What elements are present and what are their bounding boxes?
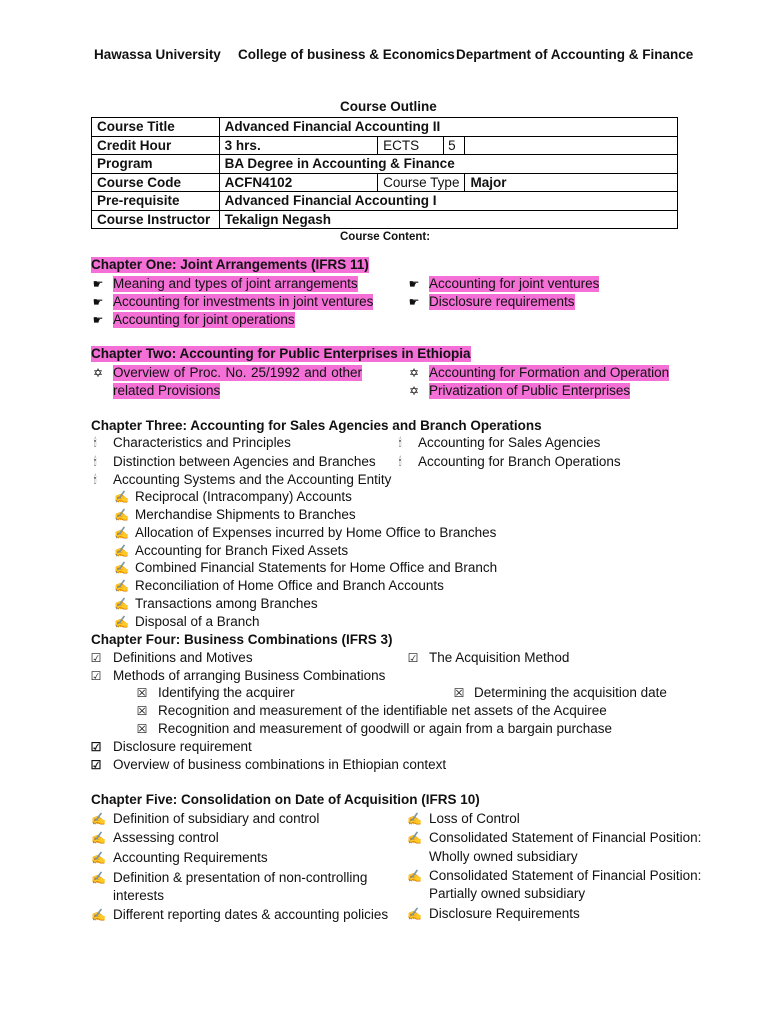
writing-hand-icon: ✍ bbox=[91, 831, 106, 845]
instructor-label: Course Instructor bbox=[92, 210, 220, 229]
writing-hand-icon: ✍ bbox=[407, 907, 422, 921]
ch3-item: Accounting for Branch Operations bbox=[418, 454, 621, 469]
ch4-item: Methods of arranging Business Combinations bbox=[113, 668, 386, 683]
chapter-five-title: Chapter Five: Consolidation on Date of Acquisition (IFRS 10) bbox=[91, 792, 480, 807]
ch3-sub-item: Accounting for Branch Fixed Assets bbox=[135, 543, 349, 558]
chapter-one-title: Chapter One: Joint Arrangements (IFRS 11) bbox=[91, 257, 369, 272]
writing-hand-icon: ✍ bbox=[407, 812, 422, 826]
writing-hand-icon: ✍ bbox=[114, 490, 129, 504]
course-code-value: ACFN4102 bbox=[219, 173, 377, 192]
table-row bbox=[92, 136, 678, 155]
ch4-item: Overview of business combinations in Ethiopian context bbox=[113, 757, 447, 772]
pointing-hand-icon: ☛ bbox=[408, 295, 420, 309]
college-name: College of business & Economics bbox=[238, 47, 455, 62]
ch5-item-nci-line1: Definition & presentation of non-controlling bbox=[113, 870, 368, 885]
program-value: BA Degree in Accounting & Finance bbox=[219, 155, 677, 174]
ballot-box-check-icon: ☑ bbox=[90, 740, 102, 754]
writing-hand-icon: ✍ bbox=[407, 831, 422, 845]
ects-label-text: ECTS bbox=[378, 137, 444, 154]
ch1-item: Meaning and types of joint arrangements bbox=[113, 276, 358, 291]
ch2-item-line2: related Provisions bbox=[113, 383, 221, 398]
ch3-sub-item: Transactions among Branches bbox=[135, 596, 318, 611]
ch5-item-wholly-line1: Consolidated Statement of Financial Position: bbox=[429, 830, 702, 845]
course-title-label: Course Title bbox=[92, 118, 220, 137]
table-row bbox=[92, 210, 678, 229]
chapter-four-title: Chapter Four: Business Combinations (IFRS 3) bbox=[91, 632, 393, 647]
pointing-hand-icon: ☛ bbox=[92, 277, 104, 291]
ch5-item: Loss of Control bbox=[429, 811, 520, 826]
ch1-item: Accounting for joint operations bbox=[113, 312, 295, 327]
star-of-david-icon: ✡ bbox=[408, 366, 420, 380]
ch4-item: Disclosure requirement bbox=[113, 739, 252, 754]
ch3-sub-item: Reconciliation of Home Office and Branch Accounts bbox=[135, 578, 444, 593]
ch2-item-line1: Overview of Proc. No. 25/1992 and other bbox=[113, 365, 362, 380]
ects-label bbox=[378, 136, 465, 155]
university-name: Hawassa University bbox=[94, 47, 221, 62]
ch2-item: Privatization of Public Enterprises bbox=[429, 383, 631, 398]
course-title-value: Advanced Financial Accounting II bbox=[219, 118, 677, 137]
ch5-item-partly-line1: Consolidated Statement of Financial Position: bbox=[429, 868, 702, 883]
course-type-label: Course Type bbox=[378, 173, 465, 192]
ch1-item: Accounting for joint ventures bbox=[429, 276, 600, 291]
writing-hand-icon: ✍ bbox=[114, 597, 129, 611]
ballot-box-check-icon: ☑ bbox=[90, 758, 102, 772]
credit-hour-label: Credit Hour bbox=[92, 136, 220, 155]
ballot-box-check-icon: ☑ bbox=[407, 651, 419, 665]
ch3-item: Characteristics and Principles bbox=[113, 435, 291, 450]
table-row bbox=[92, 173, 678, 192]
ch3-item: Distinction between Agencies and Branches bbox=[113, 454, 376, 469]
course-info-table bbox=[91, 117, 678, 229]
candle-icon: 🕯 bbox=[398, 437, 402, 449]
ch3-item: Accounting for Sales Agencies bbox=[418, 435, 601, 450]
ch4-item: The Acquisition Method bbox=[429, 650, 570, 665]
ch3-sub-item: Merchandise Shipments to Branches bbox=[135, 507, 356, 522]
ch5-item: Assessing control bbox=[113, 830, 219, 845]
ballot-box-check-icon: ☑ bbox=[90, 669, 102, 683]
chapter-three-title: Chapter Three: Accounting for Sales Agencies and Branch Operations bbox=[91, 418, 542, 433]
pointing-hand-icon: ☛ bbox=[408, 277, 420, 291]
ballot-box-x-icon: ☒ bbox=[136, 704, 148, 718]
ch5-item: Disclosure Requirements bbox=[429, 906, 580, 921]
ch3-sub-item: Reciprocal (Intracompany) Accounts bbox=[135, 489, 352, 504]
ch1-item: Disclosure requirements bbox=[429, 294, 575, 309]
instructor-value: Tekalign Negash bbox=[219, 210, 677, 229]
ballot-box-x-icon: ☒ bbox=[136, 722, 148, 736]
course-content-title: Course Content: bbox=[340, 231, 431, 243]
star-of-david-icon: ✡ bbox=[408, 384, 420, 398]
outline-title: Course Outline bbox=[340, 99, 437, 114]
chapter-two-title: Chapter Two: Accounting for Public Enterprises in Ethiopia bbox=[91, 346, 471, 361]
ch5-item: Accounting Requirements bbox=[113, 850, 268, 865]
writing-hand-icon: ✍ bbox=[407, 869, 422, 883]
course-type-value: Major bbox=[465, 173, 678, 192]
ch4-sub-item: Recognition and measurement of the identifiable net assets of the Acquiree bbox=[158, 703, 607, 718]
candle-icon: 🕯 bbox=[93, 456, 97, 468]
pointing-hand-icon: ☛ bbox=[92, 295, 104, 309]
empty-cell bbox=[465, 136, 678, 155]
ch4-item: Definitions and Motives bbox=[113, 650, 253, 665]
course-code-label: Course Code bbox=[92, 173, 220, 192]
writing-hand-icon: ✍ bbox=[91, 871, 106, 885]
ch4-sub-item: Recognition and measurement of goodwill or again from a bargain purchase bbox=[158, 721, 613, 736]
ch2-item: Accounting for Formation and Operation bbox=[429, 365, 670, 380]
program-label: Program bbox=[92, 155, 220, 174]
ch5-item: Definition of subsidiary and control bbox=[113, 811, 320, 826]
writing-hand-icon: ✍ bbox=[91, 908, 106, 922]
writing-hand-icon: ✍ bbox=[114, 615, 129, 629]
ch5-item: Different reporting dates & accounting policies bbox=[113, 907, 389, 922]
writing-hand-icon: ✍ bbox=[114, 508, 129, 522]
ballot-box-check-icon: ☑ bbox=[90, 651, 102, 665]
table-row bbox=[92, 155, 678, 174]
star-of-david-icon: ✡ bbox=[92, 366, 104, 380]
prereq-label: Pre-requisite bbox=[92, 192, 220, 211]
writing-hand-icon: ✍ bbox=[114, 561, 129, 575]
writing-hand-icon: ✍ bbox=[114, 579, 129, 593]
candle-icon: 🕯 bbox=[398, 456, 402, 468]
ects-value: 5 bbox=[448, 137, 456, 153]
ch5-item-partly-line2: Partially owned subsidiary bbox=[429, 886, 586, 901]
table-row bbox=[92, 192, 678, 211]
pointing-hand-icon: ☛ bbox=[92, 313, 104, 327]
ch5-item-wholly-line2: Wholly owned subsidiary bbox=[429, 849, 578, 864]
ch5-item-nci-line2: interests bbox=[113, 888, 165, 903]
ch3-sub-item: Allocation of Expenses incurred by Home Office to Branches bbox=[135, 525, 497, 540]
candle-icon: 🕯 bbox=[93, 474, 97, 486]
table-row bbox=[92, 118, 678, 137]
writing-hand-icon: ✍ bbox=[114, 544, 129, 558]
prereq-value: Advanced Financial Accounting I bbox=[219, 192, 677, 211]
ch1-item: Accounting for investments in joint ventures bbox=[113, 294, 374, 309]
ballot-box-x-icon: ☒ bbox=[136, 686, 148, 700]
department-name: Department of Accounting & Finance bbox=[456, 47, 694, 62]
writing-hand-icon: ✍ bbox=[114, 526, 129, 540]
writing-hand-icon: ✍ bbox=[91, 851, 106, 865]
ch3-item: Accounting Systems and the Accounting Entity bbox=[113, 472, 392, 487]
ch3-sub-item: Disposal of a Branch bbox=[135, 614, 260, 629]
credit-hour-value: 3 hrs. bbox=[219, 136, 377, 155]
ch4-sub-item: Determining the acquisition date bbox=[474, 685, 667, 700]
ballot-box-x-icon: ☒ bbox=[453, 686, 465, 700]
candle-icon: 🕯 bbox=[93, 437, 97, 449]
writing-hand-icon: ✍ bbox=[91, 812, 106, 826]
ch3-sub-item: Combined Financial Statements for Home Office and Branch bbox=[135, 560, 498, 575]
ch4-sub-item: Identifying the acquirer bbox=[158, 685, 295, 700]
